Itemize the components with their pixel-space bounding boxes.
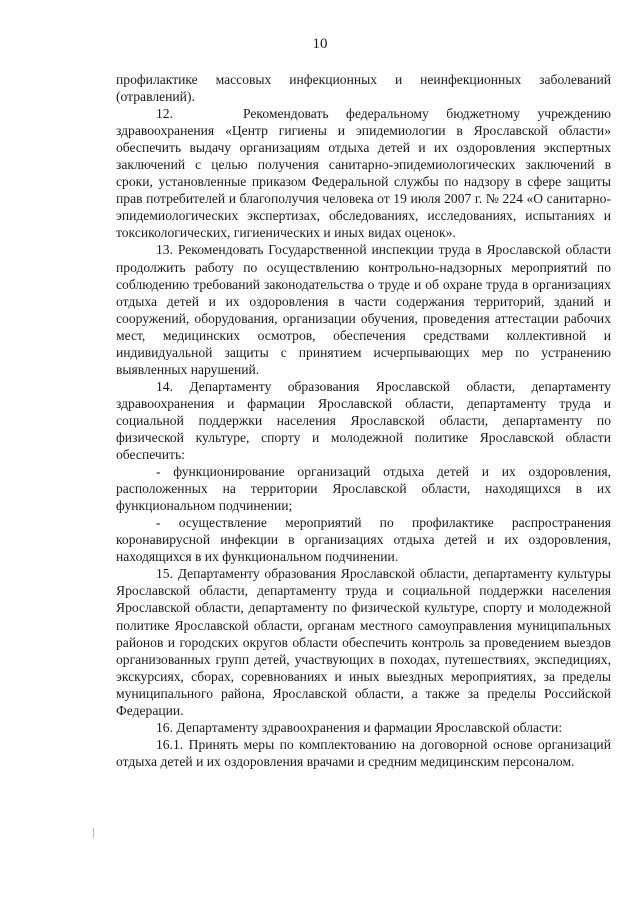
paragraph-number: 12. bbox=[156, 106, 173, 122]
list-item-text: - функционирование организаций отдыха детей и их оздоровления, расположенных на территории Ярославской области, находящихся в их функциональном подчинении; bbox=[116, 464, 611, 514]
paragraph-16-1 bbox=[116, 736, 611, 770]
paragraph-number: 14. bbox=[156, 378, 173, 394]
list-item bbox=[116, 514, 611, 565]
paragraph-text: Департаменту образования Ярославской области, департаменту здравоохранения и фармации Ярославской области, департаменту труда и социальной поддержки населения Ярославской области, департаменту по физической культуре, спорту и молодежной политике Ярославской области обеспечить: bbox=[116, 378, 611, 463]
paragraph-continued bbox=[116, 71, 611, 105]
page-number: 10 bbox=[312, 36, 328, 52]
list-item-text: - осуществление мероприятий по профилактике распространения коронавирусной инфекции в организациях отдыха детей и их оздоровления, находящихся в их функциональном подчинении. bbox=[116, 515, 611, 565]
paragraph-number: 16.1. bbox=[156, 736, 184, 752]
paragraph-number: 13. bbox=[156, 242, 173, 258]
paragraph-number: 16. bbox=[156, 719, 173, 735]
document-body bbox=[116, 71, 611, 770]
paragraph-13 bbox=[116, 241, 611, 377]
paragraph-12 bbox=[116, 105, 611, 241]
list-item bbox=[116, 463, 611, 514]
paragraph-text: Рекомендовать Государственной инспекции труда в Ярославской области продолжить работу по осуществлению контрольно-надзорных мероприятий по соблюдению требований законодательства о труде и об охране труда в организациях отдыха детей и их оздоровления в части содержания территорий, зданий и сооружений, оборудования, организации обучения, проведения аттестации рабочих мест, медицинских осмотров, обеспечения средствами коллективной и индивидуальной защиты с принятием исчерпывающих мер по устранению выявленных нарушений. bbox=[116, 242, 611, 377]
scan-margin-mark bbox=[93, 828, 94, 838]
paragraph-text: Департаменту образования Ярославской области, департаменту культуры Ярославской области, департаменту труда и социальной поддержки населения Ярославской области, департаменту по физической культуре, спорту и молодежной политике Ярославской области, органам местного самоуправления муниципальных районов и городских округов области обеспечить контроль за проведением выездов организованных групп детей, участвующих в походах, путешествиях, экспедициях, экскурсиях, сборах, соревнованиях и иных выездных мероприятиях, за пределы муниципального района, Ярославской области, а также за пределы Российской Федерации. bbox=[116, 566, 611, 718]
paragraph-text: Рекомендовать федеральному бюджетному учреждению здравоохранения «Центр гигиены и эпидемиологии в Ярославской области» обеспечить выдачу организациям отдыха детей и их оздоровления экспертных заключений с целью получения санитарно-эпидемиологических заключений в сроки, установленные приказом Федеральной службы по надзору в сфере защиты прав потребителей и благополучия человека от 19 июля 2007 г. № 224 «О санитарно-эпидемиологических экспертизах, обследованиях, исследованиях, испытаниях и токсикологических, гигиенических и иных видах оценок». bbox=[116, 106, 612, 241]
paragraph-text: Принять меры по комплектованию на договорной основе организаций отдыха детей и их оздоровления врачами и средним медицинским персоналом. bbox=[116, 736, 611, 769]
paragraph-number: 15. bbox=[156, 566, 173, 582]
paragraph-16 bbox=[116, 719, 611, 736]
paragraph-14 bbox=[116, 378, 611, 463]
paragraph-text: профилактике массовых инфекционных и неинфекционных заболеваний (отравлений). bbox=[116, 72, 611, 105]
paragraph-15 bbox=[116, 565, 611, 718]
paragraph-text: Департаменту здравоохранения и фармации Ярославской области: bbox=[176, 719, 563, 735]
